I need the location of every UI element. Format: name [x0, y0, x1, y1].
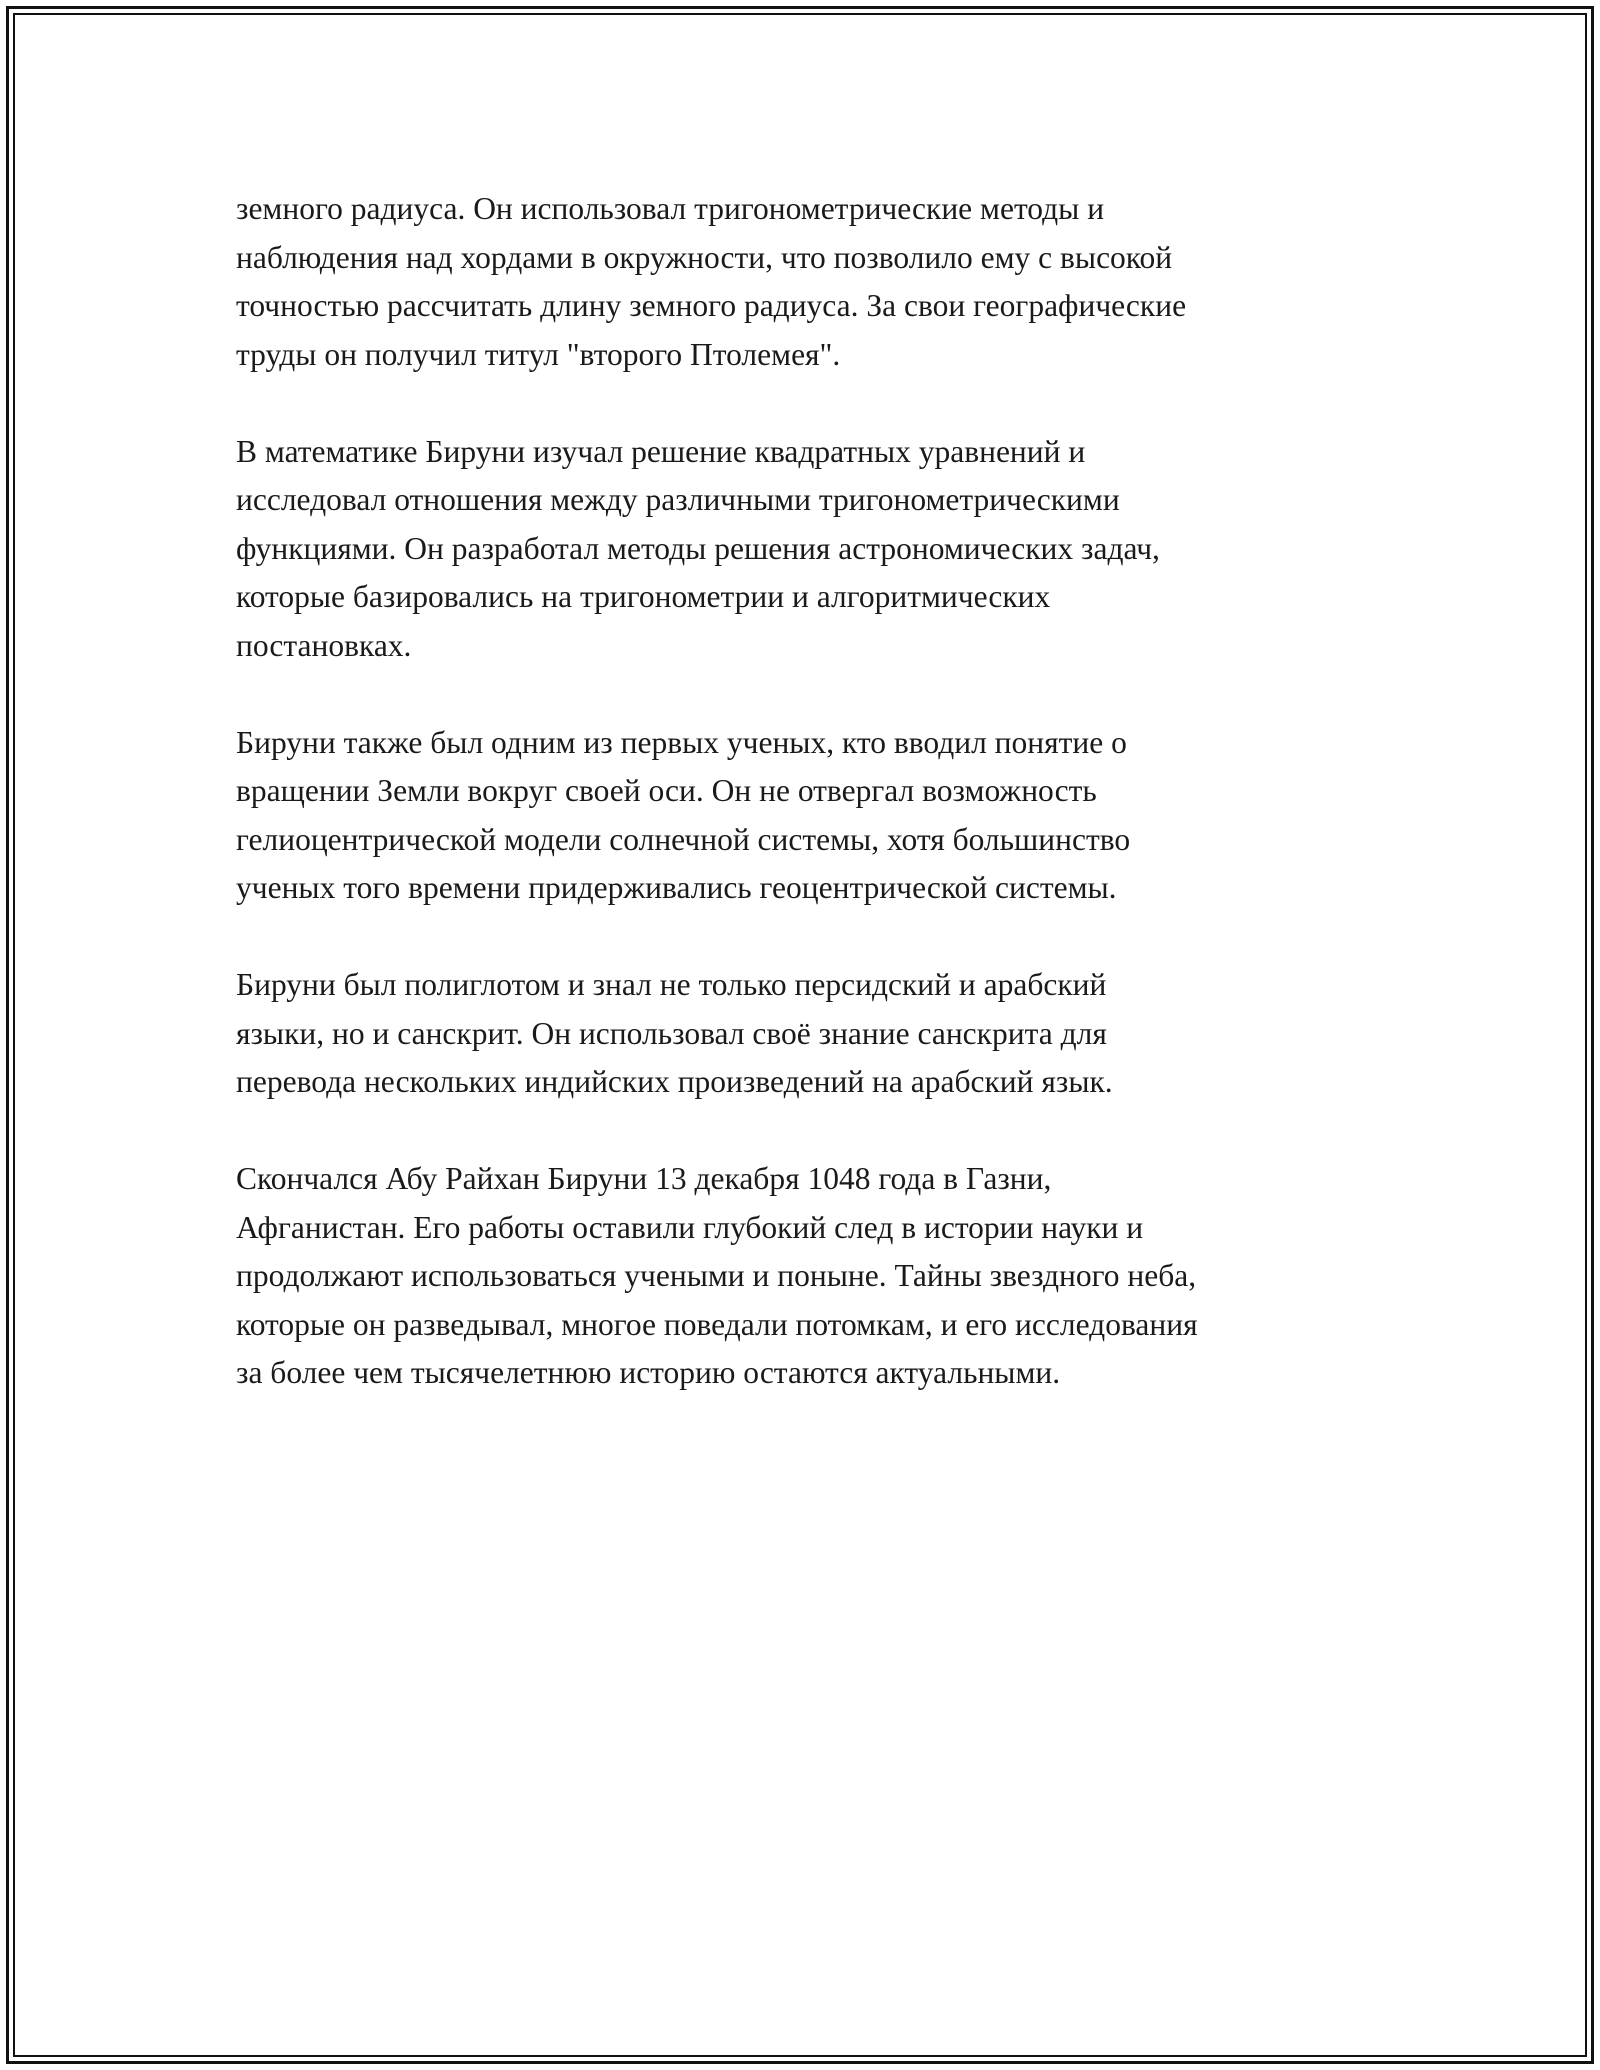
paragraph-5	[236, 1155, 1386, 1398]
text-line: Скончался Абу Райхан Бируни 13 декабря 1048 года в Газни,	[236, 1161, 1052, 1196]
text-line: В математике Бируни изучал решение квадратных уравнений и	[236, 433, 1086, 469]
text-line: Бируни был полиглотом и знал не только персидский и арабский	[236, 967, 1107, 1002]
text-line: наблюдения над хордами в окружности, что позволило ему с высокой	[236, 239, 1173, 275]
text-line: гелиоцентрической модели солнечной системы, хотя большинство	[236, 821, 1131, 857]
text-line: которые он разведывал, многое поведали потомкам, и его исследования	[236, 1306, 1198, 1342]
text-line: труды он получил титул "второго Птолемея".	[236, 336, 841, 372]
text-line: земного радиуса. Он использовал тригонометрические методы и	[236, 191, 1105, 226]
text-line: продолжают использоваться учеными и поныне. Тайны звездного неба,	[236, 1258, 1197, 1293]
document-body	[236, 185, 1386, 1446]
text-line: точностью рассчитать длину земного радиуса. За свои географические	[236, 288, 1187, 323]
paragraph-3	[236, 719, 1386, 913]
text-line: которые базировались на тригонометрии и алгоритмических	[236, 579, 1051, 614]
text-line: вращении Земли вокруг своей оси. Он не отвергал возможность	[236, 773, 1097, 808]
paragraph-2	[236, 428, 1386, 671]
text-line: функциями. Он разработал методы решения астрономических задач,	[236, 530, 1160, 566]
paragraph-1	[236, 185, 1386, 379]
text-line: Бируни также был одним из первых ученых, кто вводил понятие о	[236, 724, 1127, 760]
text-line: постановках.	[236, 627, 412, 663]
text-line: ученых того времени придерживались геоцентрической системы.	[236, 870, 1117, 905]
text-line: языки, но и санскрит. Он использовал своё знание санскрита для	[236, 1015, 1107, 1051]
text-line: за более чем тысячелетнюю историю остаются актуальными.	[236, 1355, 1061, 1390]
text-line: исследовал отношения между различными тригонометрическими	[236, 482, 1120, 517]
text-line: Афганистан. Его работы оставили глубокий след в истории науки и	[236, 1209, 1144, 1245]
paragraph-4	[236, 961, 1386, 1107]
text-line: перевода нескольких индийских произведений на арабский язык.	[236, 1064, 1113, 1099]
